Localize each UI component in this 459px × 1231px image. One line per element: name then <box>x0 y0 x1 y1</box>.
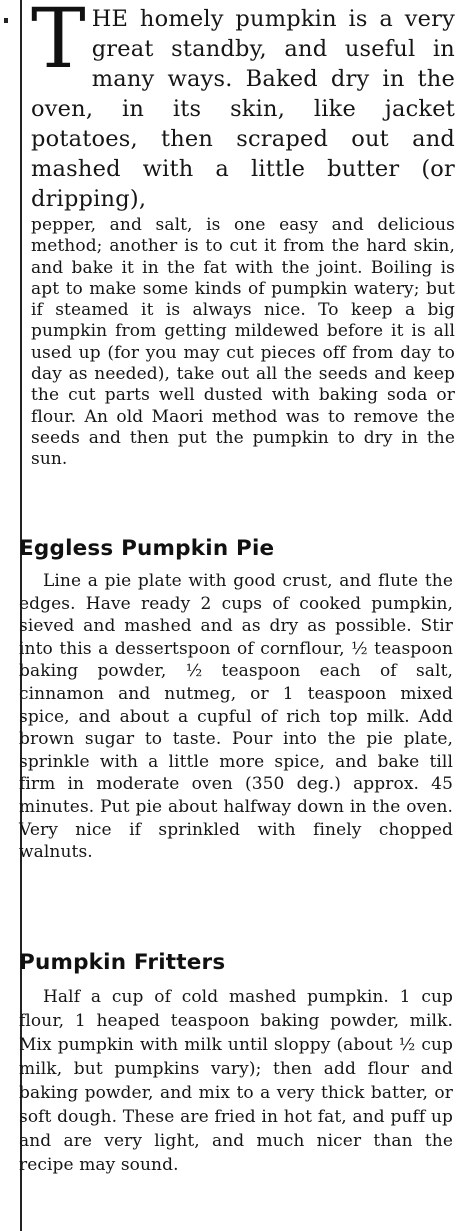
recipe-pumpkin-fritters <box>19 985 453 1177</box>
recipe-heading-pumpkin-fritters: Pumpkin Fritters <box>19 950 226 975</box>
recipe-heading-eggless-pumpkin-pie: Eggless Pumpkin Pie <box>19 536 275 561</box>
intro-lead-text: HE homely pumpkin is a very great standby, and useful in many ways. Baked dry in the oven, in its skin, like jacket potatoes, then scraped out and mashed with a little butter (or dripping), <box>31 6 455 212</box>
recipe-eggless-pumpkin-pie <box>19 570 453 864</box>
drop-cap: T <box>31 0 86 87</box>
margin-mark <box>4 18 8 23</box>
intro-body-text: pepper, and salt, is one easy and delicious method; another is to cut it from the hard skin, and bake it in the fat with the joint. Boiling is apt to make some kinds of pumpkin watery; but if steamed it is always nice. To keep a big pumpkin from getting mildewed before it is all used up (for you may cut pieces off from day to day as needed), take out all the seeds and keep the cut parts well dusted with baking soda or flour. An old Maori method was to remove the seeds and then put the pumpkin to dry in the sun. <box>31 215 455 470</box>
recipe-text: Line a pie plate with good crust, and flute the edges. Have ready 2 cups of cooked pumpkin, sieved and mashed and as dry as possible. Stir into this a dessertspoon of cornflour, ½ teaspoon baking powder, ½ teaspoon each of salt, cinnamon and nutmeg, or 1 teaspoon mixed spice, and about a cupful of rich top milk. Add brown sugar to taste. Pour into the pie plate, sprinkle with a little more spice, and bake till firm in moderate oven (350 deg.) approx. 45 minutes. Put pie about halfway down in the oven. Very nice if sprinkled with finely chopped walnuts. <box>19 571 453 863</box>
intro-paragraph <box>31 0 455 471</box>
recipe-text: Half a cup of cold mashed pumpkin. 1 cup flour, 1 heaped teaspoon baking powder, milk. Mix pumpkin with milk until sloppy (about ½ cup milk, but pumpkins vary); then add flour and baking powder, and mix to a very thick batter, or soft dough. These are fried in hot fat, and puff up and are very light, and much nicer than the recipe may sound. <box>19 987 453 1175</box>
